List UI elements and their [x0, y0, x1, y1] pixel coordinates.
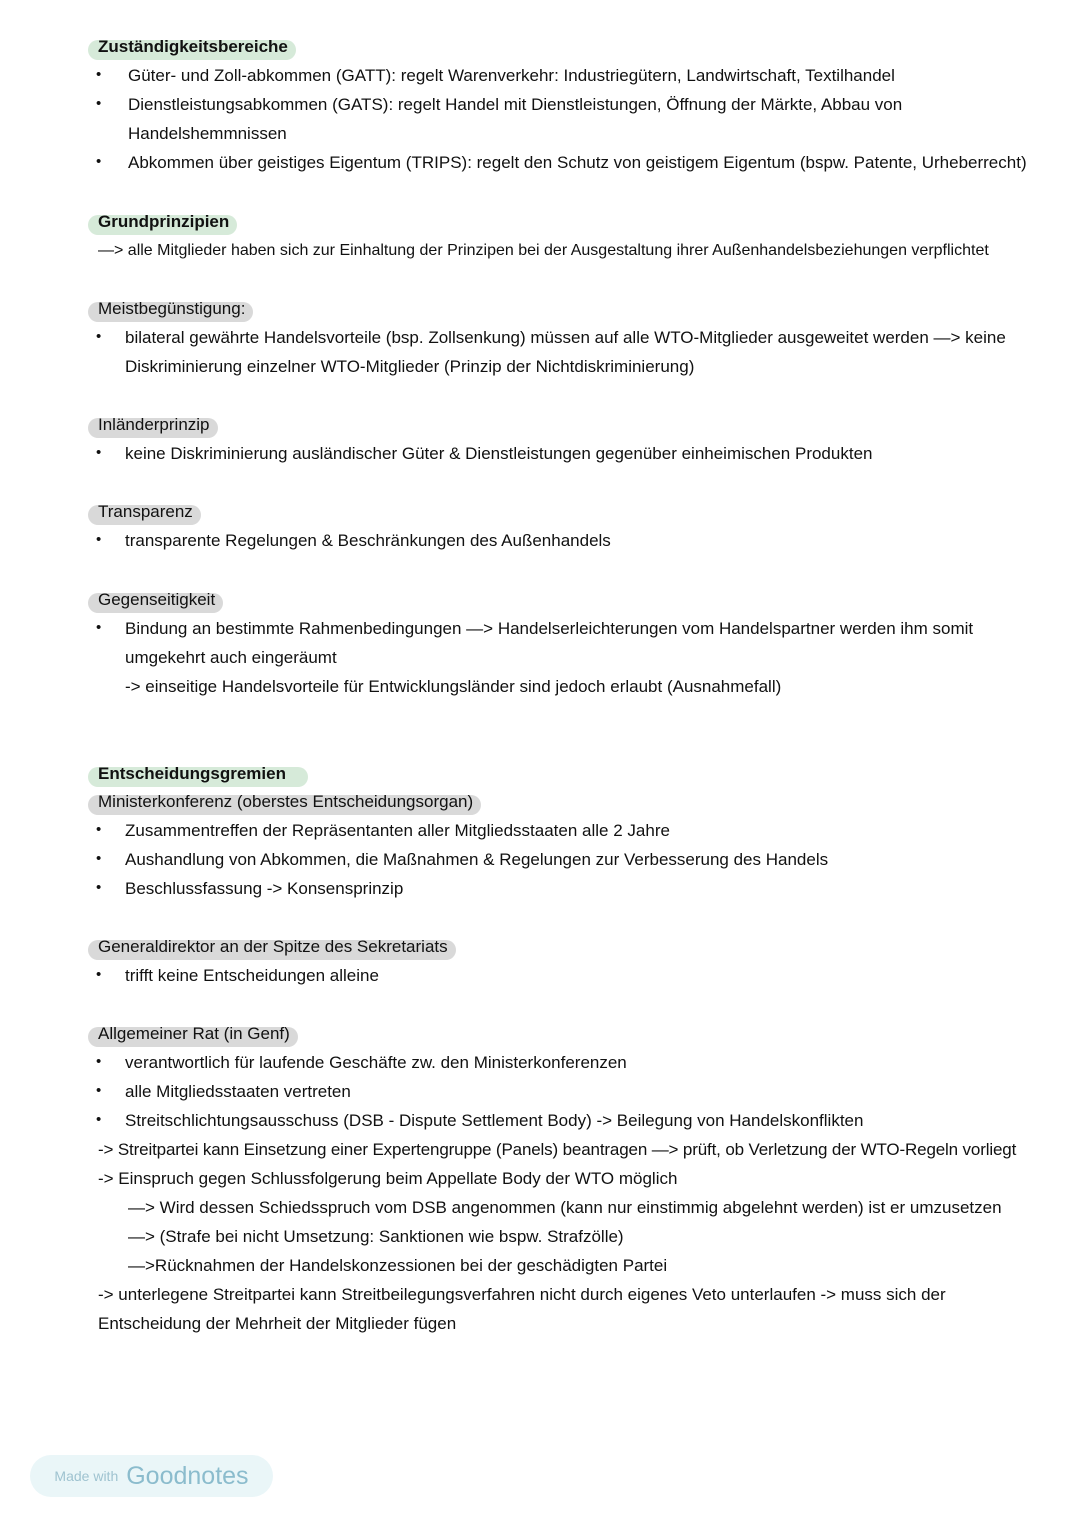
bullet: • [96, 153, 102, 170]
heading-inlaenderprinzip: Inländerprinzip: [98, 415, 215, 434]
list-item: Dienstleistungsabkommen (GATS): regelt Handel mit Dienstleistungen, Öffnung der Märkte, Abbau von [128, 95, 903, 114]
bullet: • [96, 966, 102, 983]
list-item-continuation: Diskriminierung einzelner WTO-Mitglieder (Prinzip der Nichtdiskriminierung) [125, 357, 695, 376]
heading-grundprinzipien: Grundprinzipien [98, 212, 230, 231]
list-item-note: -> einseitige Handelsvorteile für Entwicklungsländer sind jedoch erlaubt (Ausnahmefall) [125, 677, 782, 696]
made-with-goodnotes-badge[interactable] [30, 1455, 273, 1497]
bullet: • [96, 328, 102, 345]
list-item-continuation: Handelshemmnissen [128, 124, 287, 143]
list-item: Abkommen über geistiges Eigentum (TRIPS): regelt den Schutz von geistigem Eigentum (bspw. Patente, Urheberrecht) [128, 153, 1027, 172]
note-line: —> Wird dessen Schiedsspruch vom DSB angenommen (kann nur einstimmig abgelehnt werden) ist er umzusetzen [128, 1198, 1002, 1217]
list-item: bilateral gewährte Handelsvorteile (bsp. Zollsenkung) müssen auf alle WTO-Mitglieder ausgeweitet werden —> keine [125, 328, 1006, 347]
note-line: -> unterlegene Streitpartei kann Streitbeilegungsverfahren nicht durch eigenes Veto unterlaufen -> muss sich der [98, 1285, 946, 1304]
list-item-continuation: umgekehrt auch eingeräumt [125, 648, 337, 667]
bullet: • [96, 850, 102, 867]
bullet: • [96, 1082, 102, 1099]
bullet: • [96, 821, 102, 838]
list-item: alle Mitgliedsstaaten vertreten [125, 1082, 351, 1101]
heading-gegenseitigkeit: Gegenseitigkeit: [98, 590, 220, 609]
list-item: keine Diskriminierung ausländischer Güter & Dienstleistungen gegenüber einheimischen Produkten [125, 444, 873, 463]
note-line: —> (Strafe bei nicht Umsetzung: Sanktionen wie bspw. Strafzölle) [128, 1227, 624, 1246]
list-item: Beschlussfassung -> Konsensprinzip [125, 879, 404, 898]
list-item: Streitschlichtungsausschuss (DSB - Dispute Settlement Body) -> Beilegung von Handelskonflikten [125, 1111, 864, 1130]
bullet: • [96, 1111, 102, 1128]
subheading-ministerkonferenz: Ministerkonferenz (oberstes Entscheidungsorgan) [98, 792, 474, 811]
heading-generaldirektor: Generaldirektor an der Spitze des Sekretariats [98, 937, 448, 956]
bullet: • [96, 619, 102, 636]
made-with-label: Made with [54, 1468, 119, 1484]
bullet: • [96, 1053, 102, 1070]
note-line: -> Streitpartei kann Einsetzung einer Expertengruppe (Panels) beantragen —> prüft, ob Verletzung der WTO-Regeln vorliegt [98, 1140, 1017, 1159]
bullet: • [96, 879, 102, 896]
note-line: Entscheidung der Mehrheit der Mitglieder fügen [98, 1314, 457, 1333]
bullet: • [96, 95, 102, 112]
list-item: Bindung an bestimmte Rahmenbedingungen —> Handelserleichterungen vom Handelspartner werden ihm somit [125, 619, 974, 638]
bullet: • [96, 66, 102, 83]
list-item: verantwortlich für laufende Geschäfte zw. den Ministerkonferenzen [125, 1053, 627, 1072]
note-line: —>Rücknahmen der Handelskonzessionen bei der geschädigten Partei [128, 1256, 668, 1275]
list-item: transparente Regelungen & Beschränkungen des Außenhandels [125, 531, 611, 550]
list-item: Güter- und Zoll-abkommen (GATT): regelt Warenverkehr: Industriegütern, Landwirtschaft, Textilhandel [128, 66, 895, 85]
list-item: trifft keine Entscheidungen alleine [125, 966, 379, 985]
list-item: Zusammentreffen der Repräsentanten aller Mitgliedsstaaten alle 2 Jahre [125, 821, 670, 840]
heading-entscheidungsgremien: Entscheidungsgremien [98, 764, 286, 783]
note-line: -> Einspruch gegen Schlussfolgerung beim Appellate Body der WTO möglich [98, 1169, 678, 1188]
heading-allgemeiner-rat: Allgemeiner Rat (in Genf) [98, 1024, 290, 1043]
grundprinzipien-intro: —> alle Mitglieder haben sich zur Einhaltung der Prinzipen bei der Ausgestaltung ihrer Außenhandelsbeziehungen verpflichtet [98, 242, 989, 259]
heading-zustaendigkeitsbereiche: Zuständigkeitsbereiche [98, 37, 288, 56]
list-item: Aushandlung von Abkommen, die Maßnahmen & Regelungen zur Verbesserung des Handels [125, 850, 829, 869]
bullet: • [96, 531, 102, 548]
heading-transparenz: Transparenz: [98, 502, 198, 521]
bullet: • [96, 444, 102, 461]
goodnotes-logo: Goodnotes [126, 1461, 249, 1490]
heading-meistbeguenstigung: Meistbegünstigung: [98, 299, 246, 318]
